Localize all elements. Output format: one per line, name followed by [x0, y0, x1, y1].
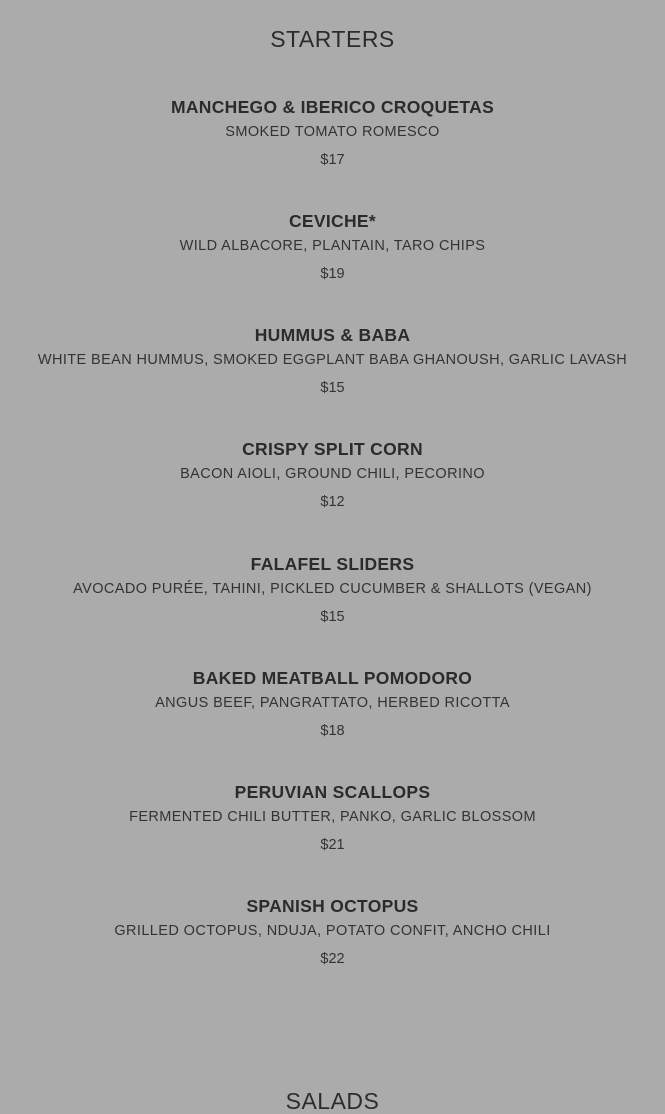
item-description: GRILLED OCTOPUS, NDUJA, POTATO CONFIT, ANCHO CHILI: [114, 923, 551, 939]
item-description: AVOCADO PURÉE, TAHINI, PICKLED CUCUMBER & SHALLOTS (VEGAN): [73, 581, 592, 597]
item-description: SMOKED TOMATO ROMESCO: [225, 124, 440, 140]
item-name: HUMMUS & BABA: [254, 325, 411, 345]
item-price: $15: [320, 380, 345, 396]
menu-item: [0, 670, 665, 739]
item-price: $15: [320, 609, 345, 625]
item-description: ANGUS BEEF, PANGRATTATO, HERBED RICOTTA: [155, 695, 510, 711]
menu-item: [0, 556, 665, 625]
item-price: $19: [320, 266, 345, 282]
menu-item: [0, 213, 665, 282]
menu-item: [0, 327, 665, 396]
item-name: CEVICHE*: [288, 211, 376, 231]
section-title-salads: SALADS: [285, 1088, 380, 1114]
item-description: FERMENTED CHILI BUTTER, PANKO, GARLIC BLOSSOM: [129, 809, 536, 825]
item-price: $12: [320, 494, 345, 510]
section-title-starters: STARTERS: [270, 26, 395, 52]
item-name: BAKED MEATBALL POMODORO: [192, 668, 473, 688]
menu-item: [0, 99, 665, 168]
item-name: FALAFEL SLIDERS: [250, 554, 415, 574]
item-description: WHITE BEAN HUMMUS, SMOKED EGGPLANT BABA GHANOUSH, GARLIC LAVASH: [37, 352, 628, 368]
item-name: CRISPY SPLIT CORN: [242, 439, 423, 459]
item-price: $17: [320, 152, 345, 168]
item-description: WILD ALBACORE, PLANTAIN, TARO CHIPS: [179, 238, 486, 254]
item-price: $21: [320, 837, 345, 853]
item-price: $22: [320, 951, 345, 967]
item-description: BACON AIOLI, GROUND CHILI, PECORINO: [180, 466, 485, 482]
item-name: SPANISH OCTOPUS: [246, 896, 419, 916]
item-name: PERUVIAN SCALLOPS: [234, 782, 431, 802]
menu-item: [0, 441, 665, 510]
item-price: $18: [320, 723, 345, 739]
item-name: MANCHEGO & IBERICO CROQUETAS: [170, 97, 495, 117]
menu-item: [0, 784, 665, 853]
menu-item: [0, 898, 665, 967]
